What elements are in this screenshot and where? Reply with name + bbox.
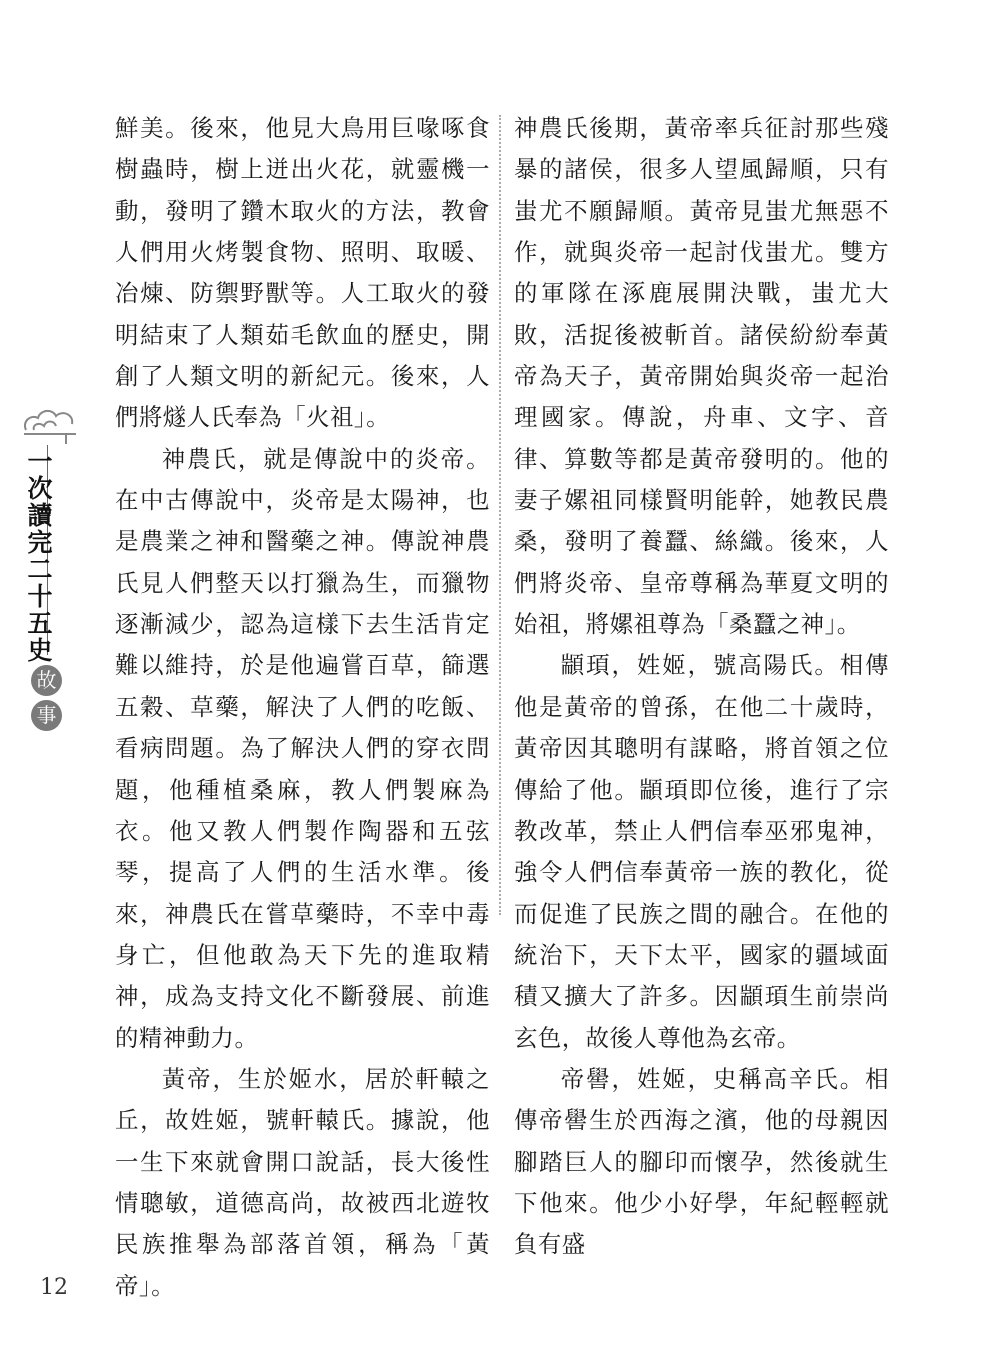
right-text-column	[514, 108, 889, 1266]
title-char: 史	[27, 636, 53, 665]
paragraph: 神農氏後期，黃帝率兵征討那些殘暴的諸侯，很多人望風歸順，只有蚩尤不願歸順。黃帝見蚩尤無惡不作，就與炎帝一起討伐蚩尤。雙方的軍隊在涿鹿展開決戰，蚩尤大敗，活捉後被斬首。諸侯紛紛奉黃帝為天子，黃帝開始與炎帝一起治理國家。傳說，舟車、文字、音律、算數等都是黃帝發明的。他的妻子嫘祖同樣賢明能幹，她教民農桑，發明了養蠶、絲織。後來，人們將炎帝、皇帝尊稱為華夏文明的始祖，將嫘祖尊為「桑蠶之神」。	[514, 114, 889, 639]
paragraph: 神農氏，就是傳說中的炎帝。在中古傳說中，炎帝是太陽神，也是農業之神和醫藥之神。傳說神農氏見人們整天以打獵為生，而獵物逐漸減少，認為這樣下去生活肯定難以維持，於是他遍嘗百草，篩選五穀、草藥，解決了人們的吃飯、看病問題。為了解決人們的穿衣問題，他種植桑麻，教人們製麻為衣。他又教人們製作陶器和五弦琴，提高了人們的生活水準。後來，神農氏在嘗草藥時，不幸中毒身亡，但他敢為天下先的進取精神，成為支持文化不斷發展、前進的精神動力。	[115, 444, 490, 1052]
column-divider	[499, 115, 501, 915]
page-number: 12	[40, 1275, 68, 1300]
book-title-vertical	[20, 448, 60, 664]
badge-gu: 故	[31, 665, 62, 696]
title-char: 次	[27, 474, 53, 503]
title-char: 十	[27, 582, 53, 611]
left-text-column	[115, 108, 490, 1307]
title-char: 讀	[27, 501, 53, 530]
title-char: 一	[27, 447, 53, 476]
paragraph: 鮮美。後來，他見大鳥用巨喙啄食樹蟲時，樹上迸出火花，就靈機一動，發明了鑽木取火的方法，教會人們用火烤製食物、照明、取暖、冶煉、防禦野獸等。人工取火的發明結束了人類茹毛飲血的歷史，開創了人類文明的新紀元。後來，人們將燧人氏奉為「火祖」。	[115, 114, 490, 432]
title-char: 五	[27, 609, 53, 638]
cloud-ornament-icon	[20, 400, 80, 450]
paragraph: 黃帝，生於姬水，居於軒轅之丘，故姓姬，號軒轅氏。據說，他一生下來就會開口說話，長大後性情聰敏，道德高尚，故被西北遊牧民族推舉為部落首領，稱為「黃帝」。	[115, 1064, 490, 1300]
paragraph: 帝嚳，姓姬，史稱高辛氏。相傳帝嚳生於西海之濱，他的母親因腳踏巨人的腳印而懷孕，然後就生下他來。他少小好學，年紀輕輕就負有盛	[514, 1064, 889, 1259]
title-char: 完	[27, 528, 53, 557]
title-char: 二	[27, 555, 53, 584]
badge-shi: 事	[31, 700, 62, 731]
paragraph: 顓頊，姓姬，號高陽氏。相傳他是黃帝的曾孫，在他二十歲時，黃帝因其聰明有謀略，將首領之位傳給了他。顓頊即位後，進行了宗教改革，禁止人們信奉巫邪鬼神，強令人們信奉黃帝一族的教化，從而促進了民族之間的融合。在他的統治下，天下太平，國家的疆域面積又擴大了許多。因顓頊生前崇尚玄色，故後人尊他為玄帝。	[514, 651, 889, 1052]
